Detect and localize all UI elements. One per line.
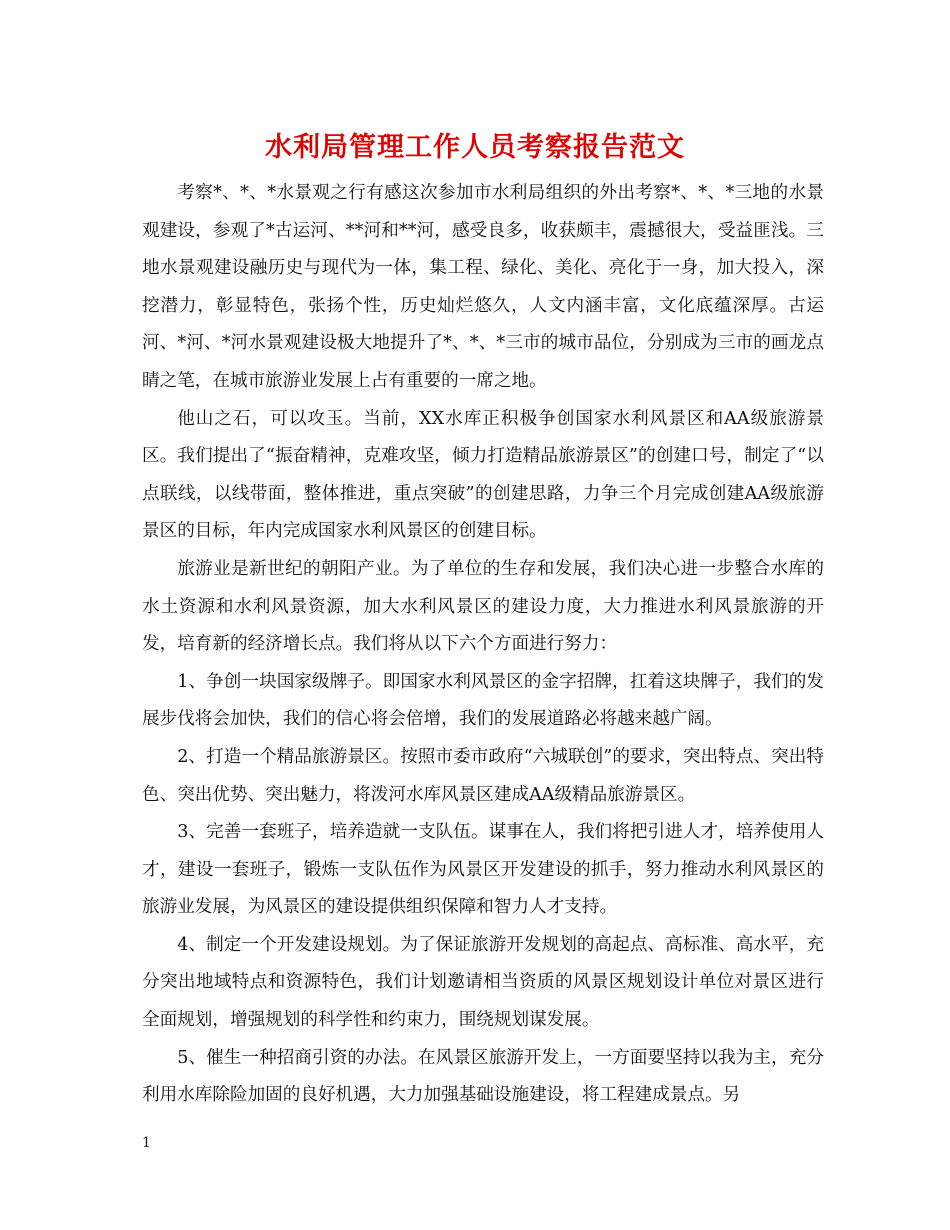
paragraph-item-5: 5、催生一种招商引资的办法。在风景区旅游开发上，一方面要坚持以我为主，充分利用水库除险加固的良好机遇，大力加强基础设施建设，将工程建成景点。另 <box>142 1047 824 1106</box>
document-title: 水利局管理工作人员考察报告范文 <box>265 132 685 163</box>
paragraph-item-2: 2、打造一个精品旅游景区。按照市委市政府“六城联创”的要求，突出特点、突出特色、突出优势、突出魅力，将泼河水库风景区建成AA级精品旅游景区。 <box>142 746 824 805</box>
paragraph-tourism: 旅游业是新世纪的朝阳产业。为了单位的生存和发展，我们决心进一步整合水库的水土资源和水利风景资源，加大水利风景区的建设力度，大力推进水利风景旅游的开发，培育新的经济增长点。我们将从以下六个方面进行努力： <box>142 558 824 655</box>
paragraph-item-4: 4、制定一个开发建设规划。为了保证旅游开发规划的高起点、高标准、高水平，充分突出地域特点和资源特色，我们计划邀请相当资质的风景区规划设计单位对景区进行全面规划，增强规划的科学性和约束力，围绕规划谋发展。 <box>142 934 824 1031</box>
paragraph-item-1: 1、争创一块国家级牌子。即国家水利风景区的金字招牌，扛着这块牌子，我们的发展步伐将会加快，我们的信心将会倍增，我们的发展道路必将越来越广阔。 <box>142 671 824 730</box>
paragraph-item-3: 3、完善一套班子，培养造就一支队伍。谋事在人，我们将把引进人才，培养使用人才，建设一套班子，锻炼一支队伍作为风景区开发建设的抓手，努力推动水利风景区的旅游业发展，为风景区的建设提供组织保障和智力人才支持。 <box>142 822 824 918</box>
paragraph-intro: 考察*、*、*水景观之行有感这次参加市水利局组织的外出考察*、*、*三地的水景观建设，参观了*古运河、**河和**河，感受良多，收获颇丰，震撼很大，受益匪浅。三地水景观建设融历史与现代为一体，集工程、绿化、美化、亮化于一身，加大投入，深挖潜力，彰显特色，张扬个性，历史灿烂悠久，人文内涵丰富，文化底蕴深厚。古运河、*河、*河水景观建设极大地提升了*、*、*三市的城市品位，分别成为三市的画龙点睛之笔，在城市旅游业发展上占有重要的一席之地。 <box>142 183 824 391</box>
paragraph-goals: 他山之石，可以攻玉。当前，XX水库正积极争创国家水利风景区和AA级旅游景区。我们提出了“振奋精神，克难攻坚，倾力打造精品旅游景区”的创建口号，制定了“以点联线，以线带面，整体推进，重点突破”的创建思路，力争三个月完成创建AA级旅游景区的目标，年内完成国家水利风景区的创建目标。 <box>142 408 824 542</box>
page-number: 1 <box>142 1135 151 1151</box>
document-body <box>142 175 824 1115</box>
